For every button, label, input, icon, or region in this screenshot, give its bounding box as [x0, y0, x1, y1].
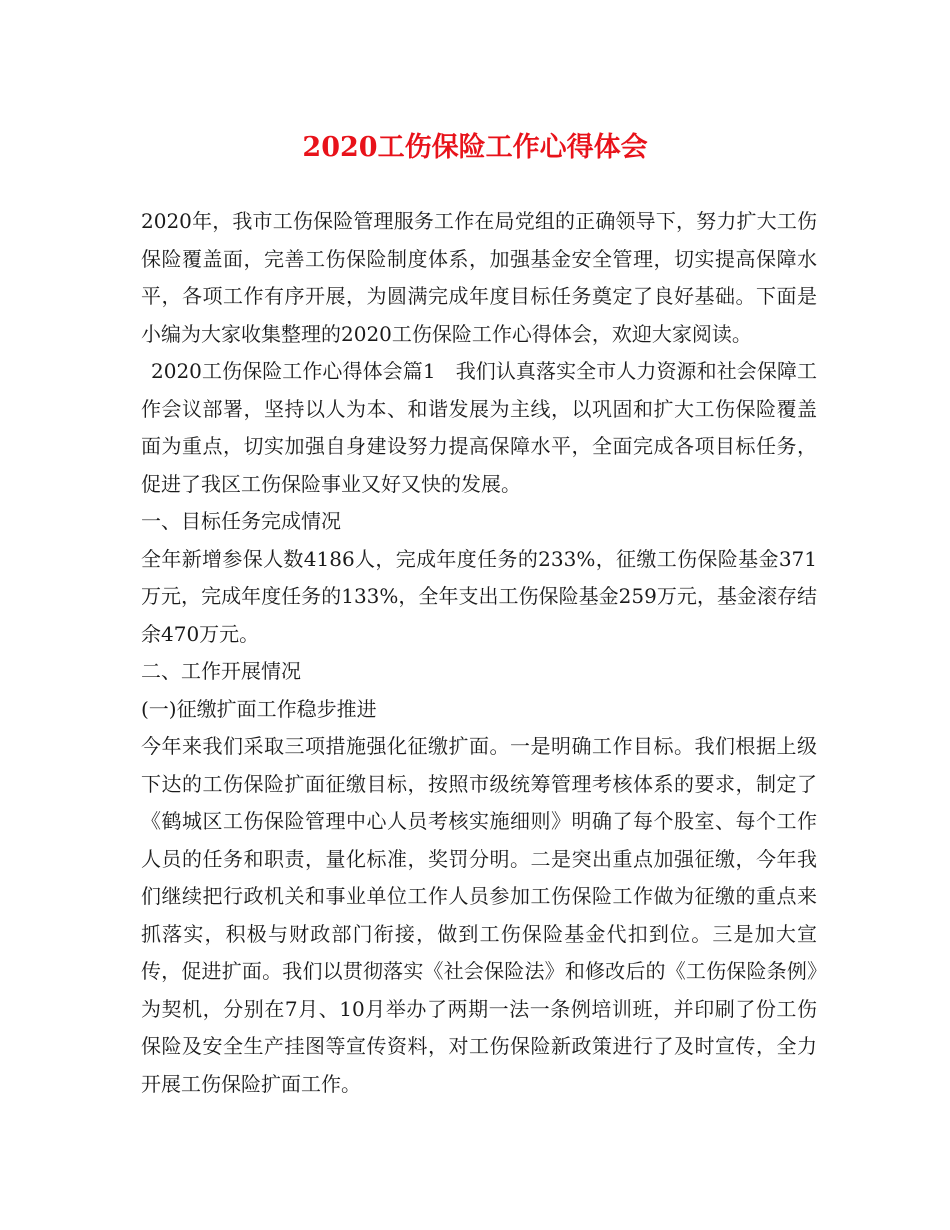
intro-paragraph: 2020年，我市工伤保险管理服务工作在局党组的正确领导下，努力扩大工伤保险覆盖面，完善工伤保险制度体系，加强基金安全管理，切实提高保障水平，各项工作有序开展，为圆满完成年度目标任务奠定了良好基础。下面是小编为大家收集整理的2020工伤保险工作心得体会，欢迎大家阅读。 [141, 209, 817, 346]
document-title: 2020工伤保险工作心得体会 [302, 132, 648, 163]
collection-paragraph: 今年来我们采取三项措施强化征缴扩面。一是明确工作目标。我们根据上级下达的工伤保险扩面征缴目标，按照市级统筹管理考核体系的要求，制定了《鹤城区工伤保险管理中心人员考核实施细则》明确了每个股室、每个工作人员的任务和职责，量化标准，奖罚分明。二是突出重点加强征缴，今年我们继续把行政机关和事业单位工作人员参加工伤保险工作做为征缴的重点来抓落实，积极与财政部门衔接，做到工伤保险基金代扣到位。三是加大宣传，促进扩面。我们以贯彻落实《社会保险法》和修改后的《工伤保险条例》为契机，分别在7月、10月举办了两期一法一条例培训班，并印刷了份工伤保险及安全生产挂图等宣传资料，对工伤保险新政策进行了及时宣传，全力开展工伤保险扩面工作。 [141, 734, 817, 1096]
section-heading-work: 二、工作开展情况 [141, 659, 301, 683]
article-1-paragraph: 2020工伤保险工作心得体会篇1 我们认真落实全市人力资源和社会保障工作会议部署，坚持以人为本、和谐发展为主线，以巩固和扩大工伤保险覆盖面为重点，切实加强自身建设努力提高保障水平，全面完成各项目标任务，促进了我区工伤保险事业又好又快的发展。 [141, 359, 817, 496]
goals-paragraph: 全年新增参保人数4186人，完成年度任务的233%，征缴工伤保险基金371万元，完成年度任务的133%，全年支出工伤保险基金259万元，基金滚存结余470万元。 [141, 546, 817, 646]
section-heading-goals: 一、目标任务完成情况 [141, 509, 341, 533]
document-body [141, 203, 817, 1103]
subsection-heading-collection: (一)征缴扩面工作稳步推进 [141, 696, 377, 721]
